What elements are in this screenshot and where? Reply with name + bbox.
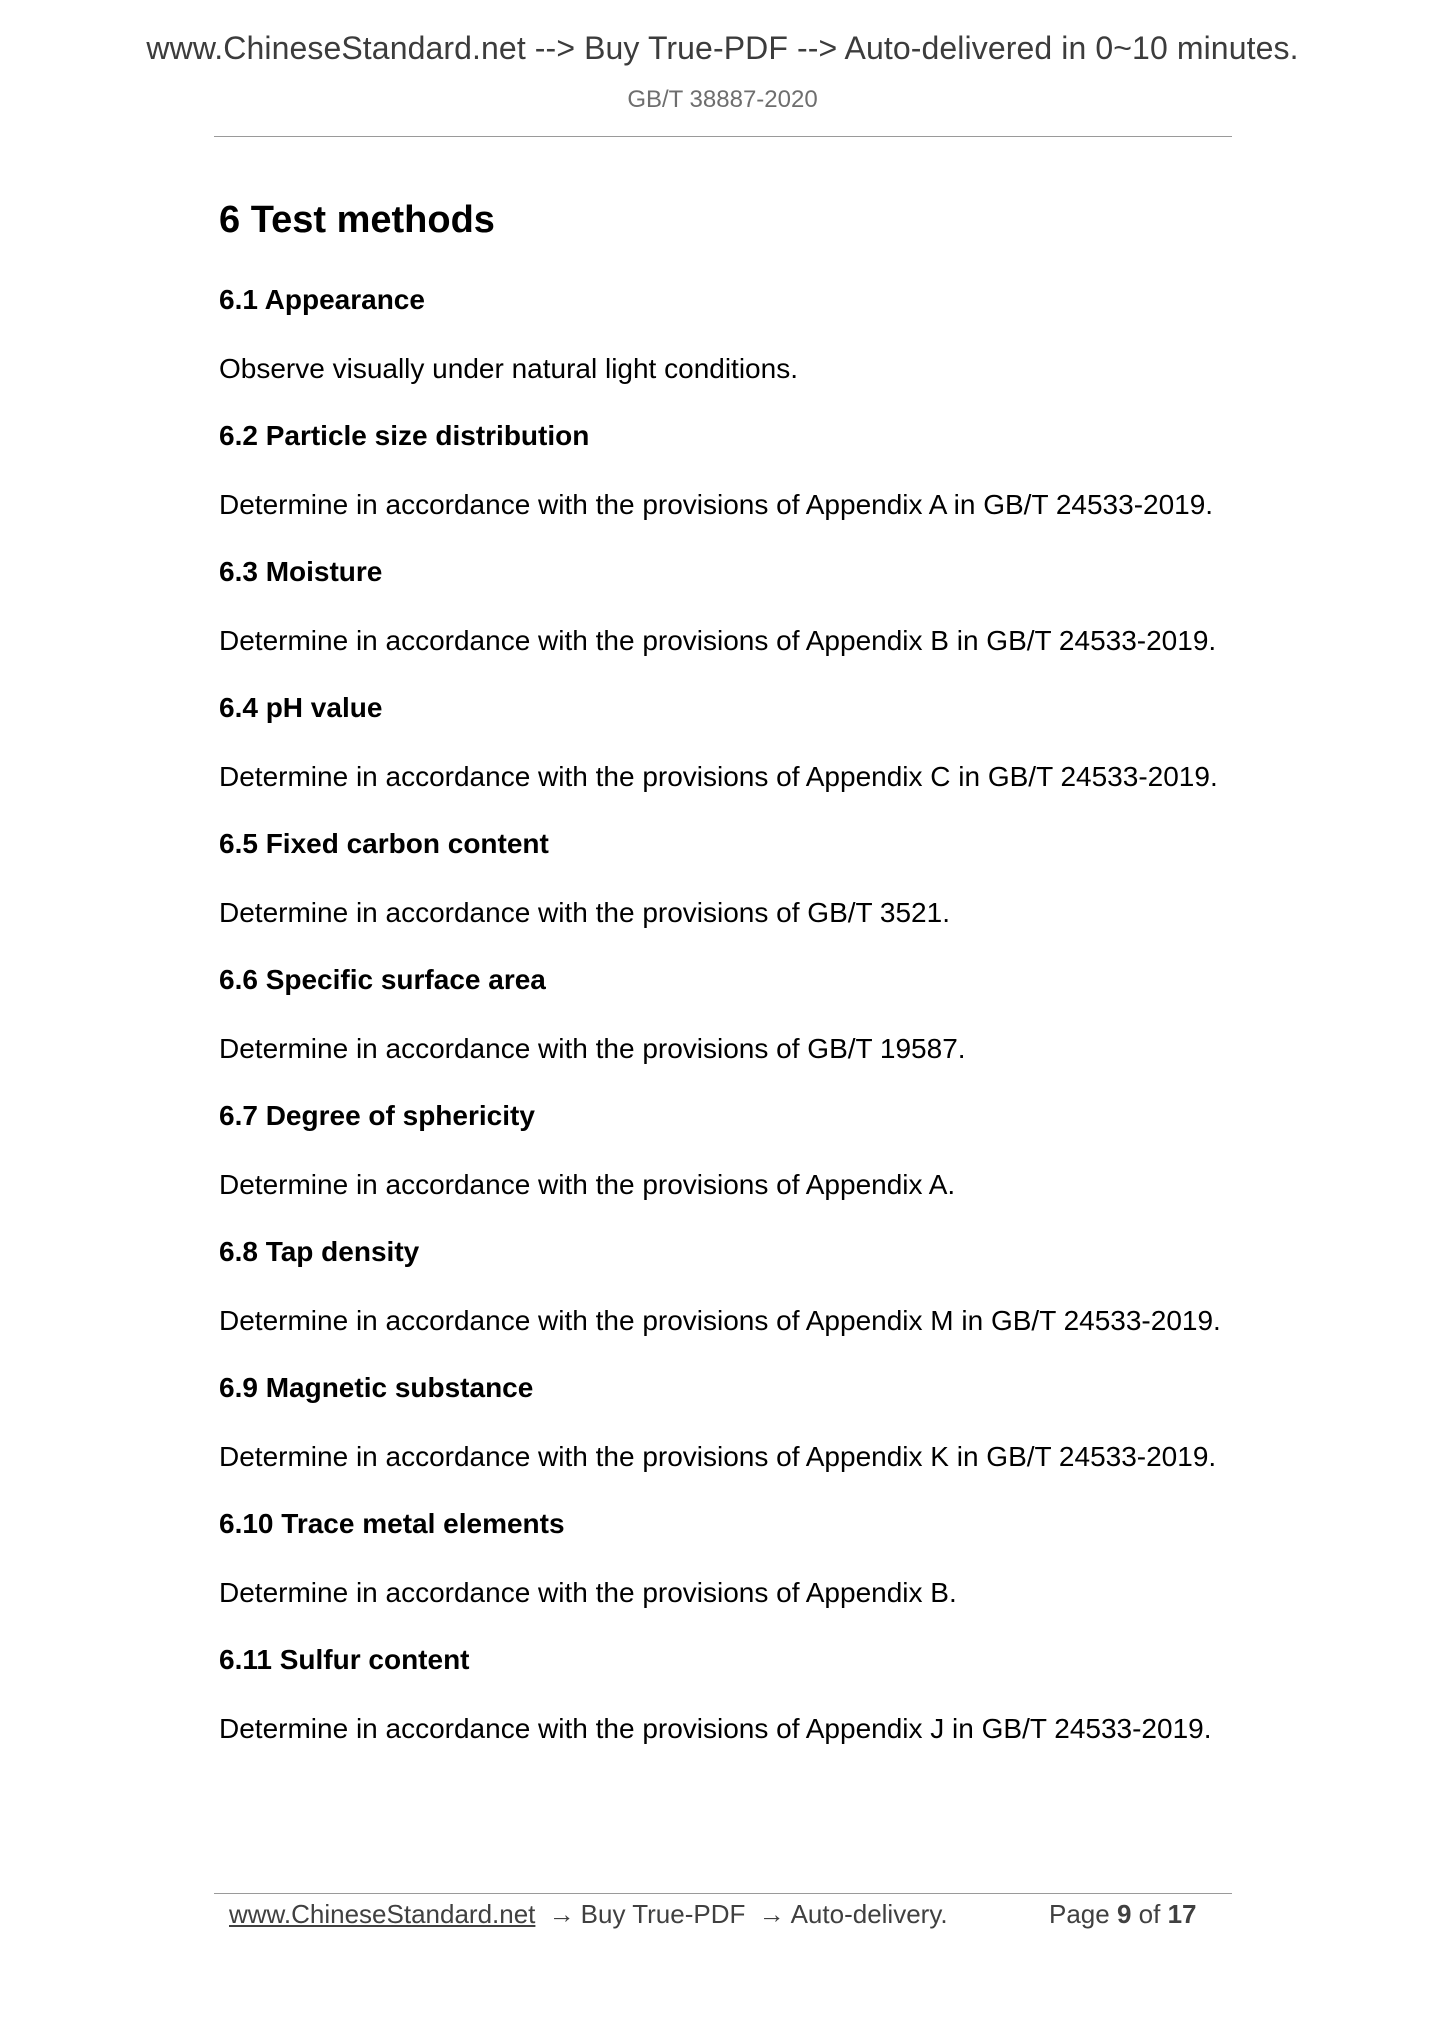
section-text: Determine in accordance with the provisions of GB/T 19587. bbox=[219, 1033, 966, 1064]
of-label: of bbox=[1138, 1899, 1161, 1929]
section-text: Determine in accordance with the provisions of Appendix J in GB/T 24533-2019. bbox=[219, 1713, 1212, 1744]
footer-delivery-text: Auto-delivery. bbox=[790, 1899, 948, 1929]
page-content bbox=[219, 190, 1239, 1778]
section-heading: 6.11 Sulfur content bbox=[219, 1644, 470, 1675]
section-heading: 6.4 pH value bbox=[219, 692, 383, 723]
section-heading: 6.7 Degree of sphericity bbox=[219, 1100, 535, 1131]
section-6-5 bbox=[219, 826, 1239, 932]
section-6-8 bbox=[219, 1234, 1239, 1340]
section-text: Determine in accordance with the provisions of Appendix B in GB/T 24533-2019. bbox=[219, 625, 1217, 656]
section-6-3 bbox=[219, 554, 1239, 660]
footer-site-link[interactable]: www.ChineseStandard.net bbox=[229, 1899, 536, 1929]
footer-divider bbox=[214, 1893, 1232, 1894]
section-heading: 6.10 Trace metal elements bbox=[219, 1508, 565, 1539]
section-heading: 6.2 Particle size distribution bbox=[219, 420, 590, 451]
section-6-4 bbox=[219, 690, 1239, 796]
total-pages: 17 bbox=[1167, 1899, 1197, 1929]
section-text: Determine in accordance with the provisions of Appendix C in GB/T 24533-2019. bbox=[219, 761, 1218, 792]
section-text: Determine in accordance with the provisions of GB/T 3521. bbox=[219, 897, 950, 928]
page-label: Page bbox=[1049, 1899, 1110, 1929]
section-6-9 bbox=[219, 1370, 1239, 1476]
section-6-2 bbox=[219, 418, 1239, 524]
section-heading: 6.3 Moisture bbox=[219, 556, 383, 587]
section-6-10 bbox=[219, 1506, 1239, 1612]
header-divider bbox=[214, 136, 1232, 137]
section-text: Observe visually under natural light conditions. bbox=[219, 353, 798, 384]
section-text: Determine in accordance with the provisions of Appendix A in GB/T 24533-2019. bbox=[219, 489, 1214, 520]
section-text: Determine in accordance with the provisions of Appendix M in GB/T 24533-2019. bbox=[219, 1305, 1221, 1336]
section-6-7 bbox=[219, 1098, 1239, 1204]
page-indicator bbox=[1049, 1896, 1197, 1932]
section-6-6 bbox=[219, 962, 1239, 1068]
section-6-11 bbox=[219, 1642, 1239, 1748]
section-text: Determine in accordance with the provisions of Appendix B. bbox=[219, 1577, 957, 1608]
top-banner: www.ChineseStandard.net --> Buy True-PDF --> Auto-delivered in 0~10 minutes. bbox=[146, 30, 1299, 66]
page-footer bbox=[229, 1896, 1229, 1932]
section-heading: 6.8 Tap density bbox=[219, 1236, 420, 1267]
section-heading: 6.5 Fixed carbon content bbox=[219, 828, 549, 859]
section-text: Determine in accordance with the provisions of Appendix A. bbox=[219, 1169, 956, 1200]
arrow-right-icon: → bbox=[548, 1899, 575, 1929]
document-code: GB/T 38887-2020 bbox=[627, 86, 818, 113]
chapter-title: 6 Test methods bbox=[219, 199, 495, 241]
footer-buy-text: Buy True-PDF bbox=[580, 1899, 746, 1929]
section-text: Determine in accordance with the provisions of Appendix K in GB/T 24533-2019. bbox=[219, 1441, 1217, 1472]
arrow-right-icon: → bbox=[758, 1899, 785, 1929]
section-heading: 6.9 Magnetic substance bbox=[219, 1372, 534, 1403]
section-heading: 6.1 Appearance bbox=[219, 284, 425, 315]
section-heading: 6.6 Specific surface area bbox=[219, 964, 546, 995]
page-number: 9 bbox=[1116, 1899, 1132, 1929]
section-6-1 bbox=[219, 282, 1239, 388]
